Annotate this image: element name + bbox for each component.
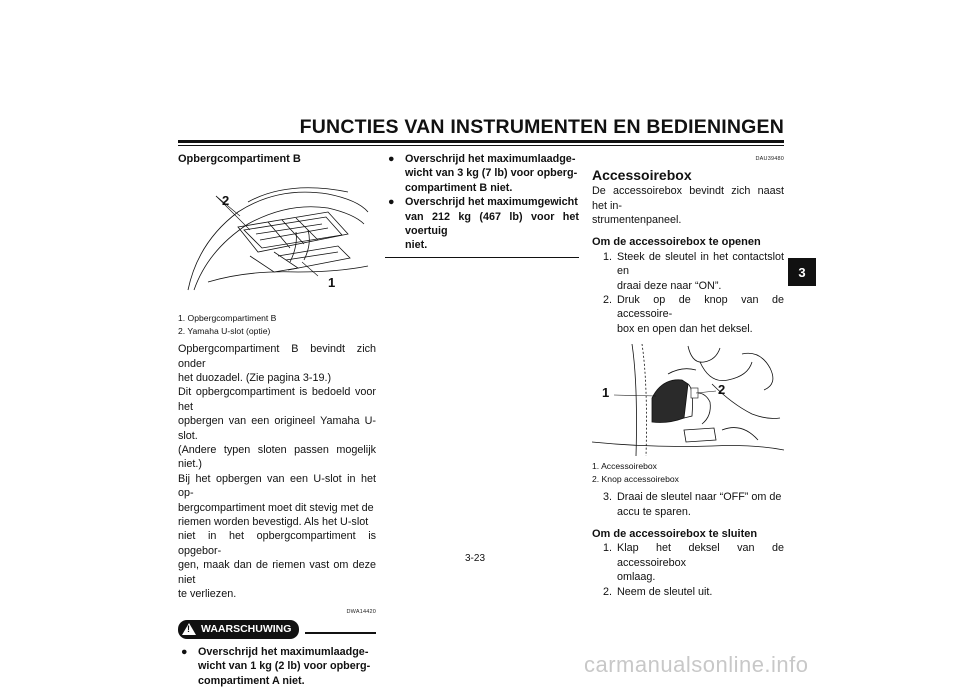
section-code: DAU39480 [755,156,784,162]
bullet-dot-icon: ● [388,153,395,165]
accessory-box-figure [592,344,784,456]
close-step [592,541,784,584]
paragraph-line: te verliezen. [178,588,237,601]
close-step [592,585,784,599]
figure-captions [178,312,376,337]
intro-line: strumentenpaneel. [592,214,682,227]
paragraph-line: Opbergcompartiment B bevindt zich onder [178,343,376,370]
step-line: accu te sparen. [617,505,691,518]
warning-badge [178,620,299,639]
open-heading: Om de accessoirebox te openen [592,236,761,249]
warning-line: compartiment B niet. [405,181,513,194]
compartment-b-figure [178,172,376,296]
warning-line: niet. [405,239,428,252]
paragraph-line: het duozadel. (Zie pagina 3-19.) [178,372,332,385]
right-column [592,152,784,599]
step-line: Klap het deksel van de accessoirebox [617,542,784,569]
caption: 2. Yamaha U-slot (optie) [178,325,271,336]
warning-triangle-icon: ! [182,623,196,635]
warning-end-rule [385,257,579,259]
figure-callout-2: 2 [222,193,230,209]
warning-line: compartiment A niet. [198,674,305,687]
step-line: Druk op de knop van de accessoire- [617,294,784,321]
warning-line: Overschrijd het maximumgewicht [405,196,578,209]
warning-line: van 212 kg (467 lb) voor het voertuig [405,210,579,238]
caption: 2. Knop accessoirebox [592,473,679,484]
step-number: 1. [602,250,612,263]
page-title: FUNCTIES VAN INSTRUMENTEN EN BEDIENINGEN [299,116,784,138]
paragraph-line: gen, maak dan de riemen vast om deze niet [178,559,376,586]
watermark: carmanualsonline.info [584,652,809,677]
step-number: 3. [602,491,612,504]
header-rule-thin [178,145,784,146]
step-number: 2. [602,294,612,307]
intro-line: De accessoirebox bevindt zich naast het in- [592,185,784,212]
paragraph-line: niet in het opbergcompartiment is opgebor- [178,530,376,557]
step-line: Steek de sleutel in het contactslot en [617,250,784,278]
paragraph-line: Dit opbergcompartiment is bedoeld voor het [178,386,376,413]
warning-line: Overschrijd het maximumlaadge- [405,153,576,165]
seat-compartment-illustration [178,172,376,296]
section-title: Accessoirebox [592,167,692,184]
step-line: Draai de sleutel naar “OFF” om de [617,491,782,504]
warning-label: WAARSCHUWING [201,623,292,636]
accessory-box-illustration [592,344,784,456]
chapter-tab: 3 [788,258,816,286]
warning-header [178,620,376,639]
paragraph-line: opbergen van een origineel Yamaha U-slot. [178,415,376,442]
open-step [592,490,784,519]
figure-captions [592,460,784,485]
warning-item [385,195,579,253]
step-line: draai deze naar “ON”. [617,279,722,292]
figure-callout-1: 1 [602,385,610,401]
caption: 1. Accessoirebox [592,461,657,472]
step-number: 1. [602,542,612,555]
warning-rule [305,632,376,634]
warning-line: wicht van 1 kg (2 lb) voor opberg- [198,660,371,673]
left-column [178,152,376,688]
figure-callout-1: 1 [328,275,336,291]
compartment-b-heading: Opbergcompartiment B [178,153,301,165]
bullet-dot-icon: ● [388,196,395,209]
open-step [592,250,784,293]
warning-line: wicht van 3 kg (7 lb) voor opberg- [405,167,578,180]
warning-item [178,645,376,688]
step-number: 2. [602,585,612,598]
middle-column [385,152,579,258]
step-line: box en open dan het deksel. [617,322,753,335]
warning-item [385,152,579,195]
figure-callout-2: 2 [718,382,726,398]
paragraph-line: riemen worden bevestigd. Als het U-slot [178,516,369,529]
caption: 1. Opbergcompartiment B [178,313,277,324]
paragraph-line: Bij het opbergen van een U-slot in het op- [178,472,376,500]
warning-line: Overschrijd het maximumlaadge- [198,645,369,658]
header-rule [178,140,784,143]
step-line: omlaag. [617,571,656,584]
close-heading: Om de accessoirebox te sluiten [592,528,758,541]
paragraph-line: bergcompartiment moet dit stevig met de [178,501,374,514]
open-step [592,293,784,336]
page-number: 3-23 [465,553,486,564]
bullet-dot-icon: ● [181,645,188,658]
compartment-b-description [178,342,376,601]
paragraph-line: (Andere typen sloten passen mogelijk niet.) [178,444,376,471]
step-line: Neem de sleutel uit. [617,585,713,598]
warning-code: DWA14420 [346,608,376,615]
